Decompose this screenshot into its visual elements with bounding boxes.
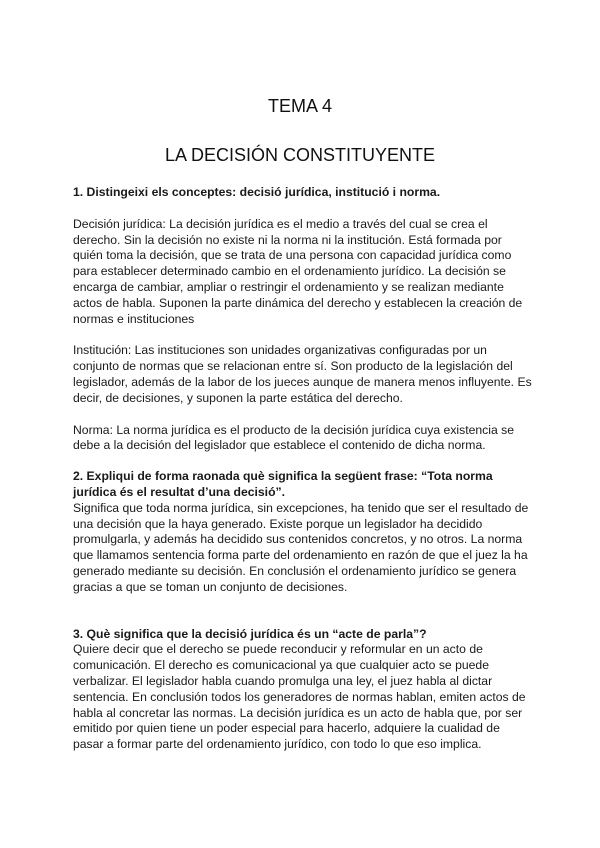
section-2-heading: 2. Expliqui de forma raonada què significa la següent frase: “Tota norma jurídica és el resultat d’una decisió”. <box>73 469 493 499</box>
section-3-heading: 3. Què significa que la decisió jurídica és un “acte de parla”? <box>73 626 427 641</box>
page-subtitle: LA DECISIÓN CONSTITUYENTE <box>164 145 436 165</box>
document-body <box>73 185 533 753</box>
section-1-heading: 1. Distingeixi els conceptes: decisió jurídica, institució i norma. <box>73 185 441 199</box>
section-1-paragraph-institucion: Institución: Las instituciones son unidades organizativas configuradas por un conjunto de normas que se relacionan entre sí. Son producto de la legislación del legislador, además de la labor de los jueces aunque de manera menos influyente. Es decir, de decisiones, y suponen la parte estática del derecho. <box>73 343 532 405</box>
section-1-paragraph-norma: Norma: La norma jurídica es el producto de la decisión jurídica cuya existencia se debe a la decisión del legislador que establece el contenido de dicha norma. <box>73 422 515 453</box>
section-2-paragraph: Significa que toda norma jurídica, sin excepciones, ha tenido que ser el resultado de una decisión que la haya generado. Existe porque un legislador ha decidido promulgarla, y además ha decidido sus contenidos concretos, y no otros. La norma que llamamos sentencia forma parte del ordenamiento en razón de que el juez la ha generado mediante su decisión. En conclusión el ordenamiento jurídico se genera gracias a que se toman un conjunto de decisiones. <box>73 500 529 594</box>
section-3-paragraph: Quiere decir que el derecho se puede reconducir y reformular en un acto de comunicación. El derecho es comunicacional ya que cualquier acto se puede verbalizar. El legislador habla cuando promulga una ley, el juez habla al dictar sentencia. En conclusión todos los generadores de normas hablan, emiten actos de habla al concretar las normas. La decisión jurídica es un acto de habla que, por ser emitido por quien tiene un poder especial para hacerlo, adquiere la cualidad de pasar a formar parte del ordenamiento jurídico, con todo lo que eso implica. <box>73 642 526 752</box>
page-title: TEMA 4 <box>267 96 333 116</box>
section-1-paragraph-decision: Decisión jurídica: La decisión jurídica es el medio a través del cual se crea el derecho. Sin la decisión no existe ni la norma ni la institución. Está formada por quién toma la decisión, que se trata de una persona con capacidad jurídica como para establecer determinado cambio en el ordenamiento jurídico. La decisión se encarga de cambiar, ampliar o restringir el ordenamiento y se realizan mediante actos de habla. Suponen la parte dinámica del derecho y establecen la creación de normas e instituciones <box>73 216 523 326</box>
